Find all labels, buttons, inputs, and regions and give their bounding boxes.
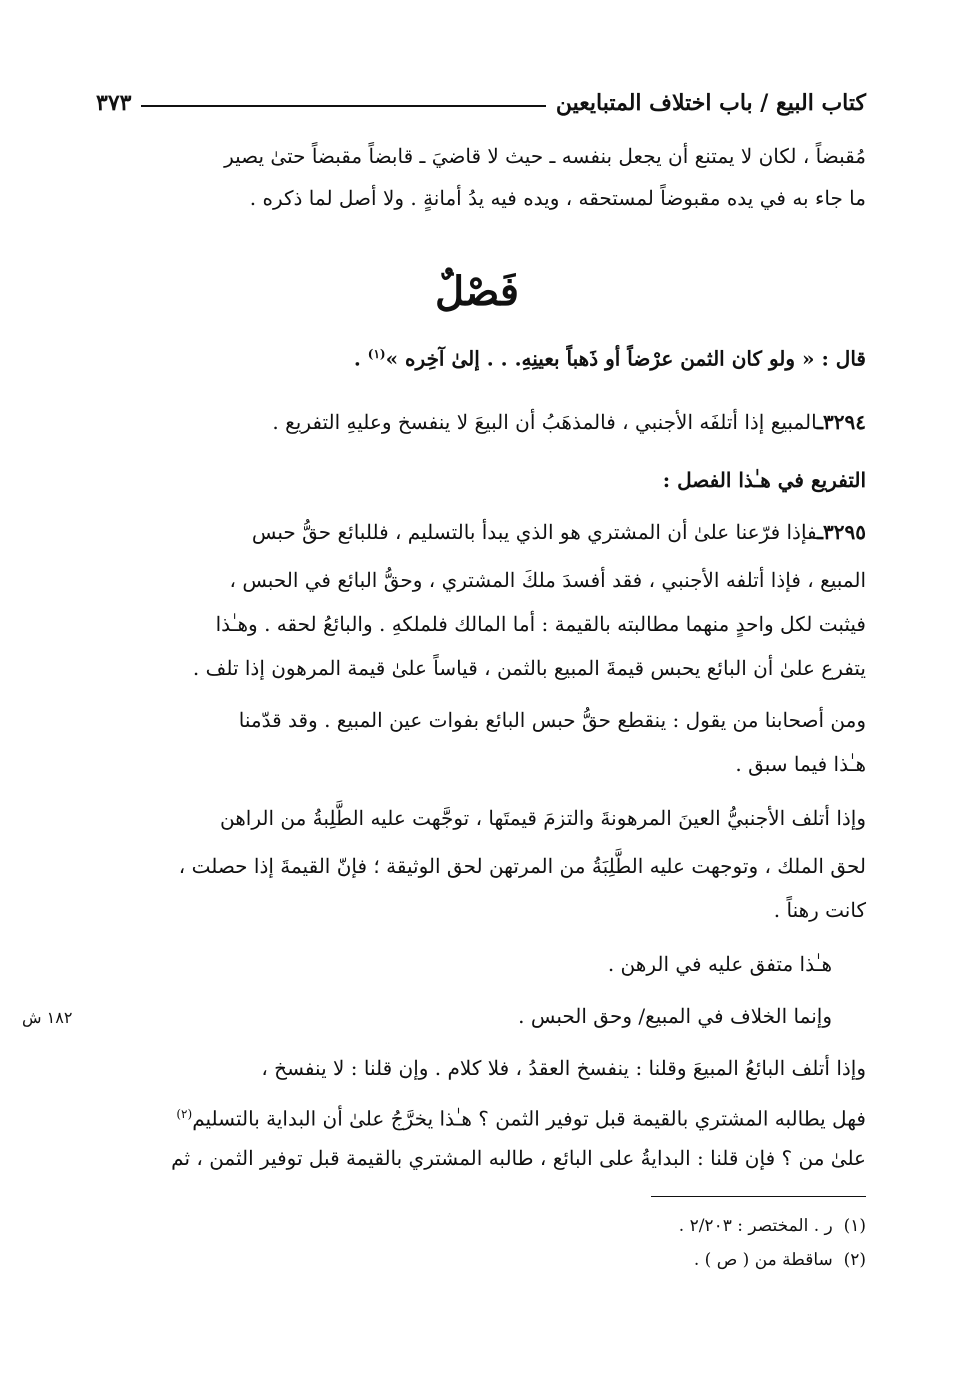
paragraph-number-3294: ٣٢٩٤ـ	[817, 410, 866, 434]
muttafaq-line: هـٰذا متفق عليه في الرهن .	[607, 952, 832, 976]
paragraph-3295-line-2: المبيع ، فإذا أتلفه الأجنبي ، فقد أفسدَ ملكَ المشتري ، وحقُّ البائع في الحبس ،	[229, 568, 866, 592]
rahn-line-1: وإذا أتلف الأجنبيُّ العينَ المرهونةَ والتزمَ قيمتَها ، توجَّهت عليه الطَّلِبةُ من الراهن	[220, 806, 866, 830]
paragraph-number-3295: ٣٢٩٥ـ	[817, 520, 866, 544]
paragraph-3294	[86, 408, 866, 436]
footnote-2	[86, 1248, 866, 1272]
page-header	[96, 78, 866, 116]
qala-text: قال : « ولو كان الثمن عرْضاً أو ذَهباً بعينِهِ. . . إلىٰ آخِره »	[385, 346, 866, 371]
baie-line-1: وإذا أتلف البائعُ المبيعَ وقلنا : ينفسخ العقدُ ، فلا كلام . وإن قلنا : لا ينفسخ ،	[261, 1056, 866, 1080]
page-number: ٣٧٣	[96, 90, 132, 116]
ashab-line-2: هـٰذا فيما سبق .	[735, 752, 866, 776]
baie-line-2-text: فهل يطالبه المشتري بالقيمة قبل توفير الثمن ؟ هـٰذا يخرَّجُ علىٰ أن البداية بالتسليم	[192, 1106, 866, 1131]
footnote-ref-1: (١)	[367, 347, 386, 361]
footnote-ref-2: (٢)	[176, 1107, 193, 1121]
tafree-heading: التفريع في هـٰذا الفصل :	[662, 468, 866, 492]
header-rule	[141, 105, 545, 107]
ashab-line-1: ومن أصحابنا من يقول : ينقطع حقُّ حبس البائع بفوات عين المبيع . وقد قدّمنا	[238, 708, 866, 732]
footnote-1-text: ر . المختصر : ٢/٢٠٣ .	[678, 1216, 833, 1236]
paragraph-3295-line-4: يتفرع علىٰ أن البائع يحبس قيمةَ المبيع بالثمن ، قياساً علىٰ قيمة المرهون إذا تلف .	[192, 656, 866, 680]
baie-line-2	[86, 1100, 866, 1133]
rahn-line-2: لحق الملك ، وتوجهت عليه الطَّلِبَةُ من المرتهن لحق الوثيقة ؛ فإنّ القيمةَ إذا حصلت ،	[178, 854, 866, 878]
footnote-2-marker: (٢)	[843, 1250, 866, 1270]
running-title: كتاب البيع / باب اختلاف المتبايعين	[555, 90, 866, 116]
paragraph-3295-line-1	[86, 518, 866, 546]
qala-line: قال : « ولو كان الثمن عرْضاً أو ذَهباً بعينِهِ. . . إلىٰ آخِره »$^{(١)}$ .	[353, 346, 866, 371]
khilaf-line: وإنما الخلاف في المبيع/ وحق الحبس .	[518, 1004, 832, 1028]
footnote-1	[86, 1214, 866, 1238]
paragraph-3295-text-1: فإذا فرّعنا علىٰ أن المشتري هو الذي يبدأ بالتسليم ، فللبائع حقُّ حبس	[251, 520, 818, 544]
manuscript-margin-note: ١٨٢ ش	[22, 1008, 73, 1027]
baie-line-3: علىٰ من ؟ فإن قلنا : البدايةُ على البائع ، طالبه المشتري بالقيمة قبل توفير الثمن ، ثم	[171, 1146, 866, 1170]
footnote-2-text: ساقطة من ( ص ) .	[693, 1250, 833, 1270]
footnote-rule	[651, 1196, 866, 1197]
opening-line-2: ما جاء به في يده مقبوضاً لمستحقه ، ويده فيه يدُ أمانةٍ . ولا أصل لما ذكره .	[249, 186, 866, 210]
rahn-line-3: كانت رهناً .	[773, 898, 866, 922]
opening-line-1: مُقبضاً ، لكان لا يمتنع أن يجعل بنفسه ـ حيث لا قاضيَ ـ قابضاً مقبضاً حتىٰ يصير	[224, 144, 866, 168]
section-ornament: فَصْلٌ	[434, 268, 520, 315]
paragraph-3294-text: المبيع إذا أتلفَه الأجنبي ، فالمذهَبُ أن البيعَ لا ينفسخ وعليهِ التفريع .	[272, 410, 818, 434]
footnote-1-marker: (١)	[843, 1216, 866, 1236]
paragraph-3295-line-3: فيثبت لكل واحدٍ منهما مطالبته بالقيمة : أما المالك فلملكهِ . والبائعُ لحقه . وهـٰذا	[215, 612, 866, 636]
